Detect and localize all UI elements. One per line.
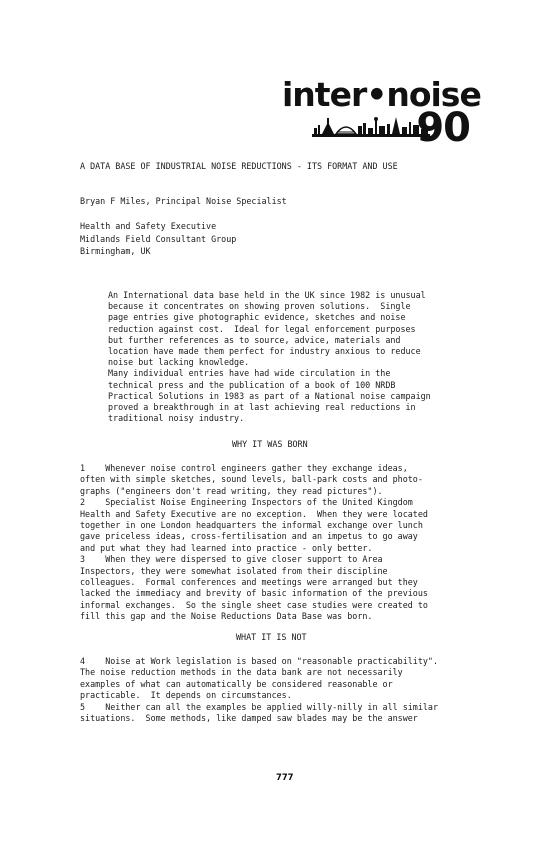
abstract-line: reduction against cost. Ideal for legal enforcement purposes — [108, 323, 416, 334]
body-line: The noise reduction methods in the data bank are not necessarily — [80, 667, 403, 678]
body-line: 3 When they were dispersed to give closer support to Area — [80, 554, 383, 565]
body-line: 5 Neither can all the examples be applied willy-nilly in all similar — [80, 701, 438, 712]
body-line: fill this gap and the Noise Reductions Data Base was born. — [80, 611, 373, 622]
body-line: Inspectors, they were somewhat isolated from their discipline — [80, 565, 388, 576]
abstract-line: location have made them perfect for industry anxious to reduce — [108, 346, 421, 357]
logo-wordmark: inter•noise — [282, 75, 481, 114]
affiliation-line: Midlands Field Consultant Group — [80, 233, 237, 244]
abstract-line: page entries give photographic evidence, sketches and noise — [108, 312, 406, 323]
abstract-line: proved a breakthrough in at last achieving real reductions in — [108, 402, 416, 413]
abstract-line: because it concentrates on showing proven solutions. Single — [108, 301, 411, 312]
body-line: and put what they had learned into practice - only better. — [80, 542, 373, 553]
section-heading-why: WHY IT WAS BORN — [232, 439, 308, 449]
abstract-line: Many individual entries have had wide circulation in the — [108, 368, 391, 379]
affiliation-block — [80, 220, 236, 258]
city-skyline-icon — [312, 114, 432, 138]
section-body-what-not — [80, 656, 438, 724]
body-line: practicable. It depends on circumstances. — [80, 690, 292, 701]
body-line: together in one London headquarters the informal exchange over lunch — [80, 520, 423, 531]
abstract-block — [108, 290, 431, 424]
conference-logo — [282, 75, 481, 151]
author-line: Bryan F Miles, Principal Noise Specialist — [80, 196, 287, 206]
body-line: examples of what can automatically be considered reasonable or — [80, 678, 393, 689]
page-number: 777 — [276, 772, 294, 782]
body-line: 4 Noise at Work legislation is based on "reasonable practicability". — [80, 656, 438, 666]
paper-title: A DATA BASE OF INDUSTRIAL NOISE REDUCTIONS - ITS FORMAT AND USE — [80, 161, 398, 171]
body-line: Health and Safety Executive are no exception. When they were located — [80, 508, 428, 519]
body-line: 2 Specialist Noise Engineering Inspectors of the United Kingdom — [80, 497, 413, 508]
body-line: often with simple sketches, sound levels, ball-park costs and photo- — [80, 474, 423, 485]
abstract-line: noise but lacking knowledge. — [108, 357, 250, 368]
affiliation-line: Health and Safety Executive — [80, 221, 217, 231]
section-body-why — [80, 463, 428, 623]
body-line: graphs ("engineers don't read writing, they read pictures"). — [80, 485, 383, 496]
abstract-line: but further references as to source, advice, materials and — [108, 334, 401, 345]
body-line: situations. Some methods, like damped saw blades may be the answer — [80, 713, 418, 724]
body-line: lacked the immediacy and brevity of basic information of the previous — [80, 588, 428, 599]
logo-year: 90 — [416, 105, 470, 151]
body-line: gave priceless ideas, cross-fertilisation and an impetus to go away — [80, 531, 418, 542]
body-line: informal exchanges. So the single sheet case studies were created to — [80, 599, 428, 610]
abstract-line: Practical Solutions in 1983 as part of a National noise campaign — [108, 390, 431, 401]
abstract-line: technical press and the publication of a book of 100 NRDB — [108, 379, 396, 390]
abstract-line: An International data base held in the UK since 1982 is unusual — [108, 290, 426, 300]
affiliation-line: Birmingham, UK — [80, 246, 151, 256]
section-heading-what-not: WHAT IT IS NOT — [236, 632, 307, 642]
abstract-line: traditional noisy industry. — [108, 413, 245, 424]
body-line: colleagues. Formal conferences and meetings were arranged but they — [80, 577, 418, 588]
body-line: 1 Whenever noise control engineers gather they exchange ideas, — [80, 463, 408, 473]
